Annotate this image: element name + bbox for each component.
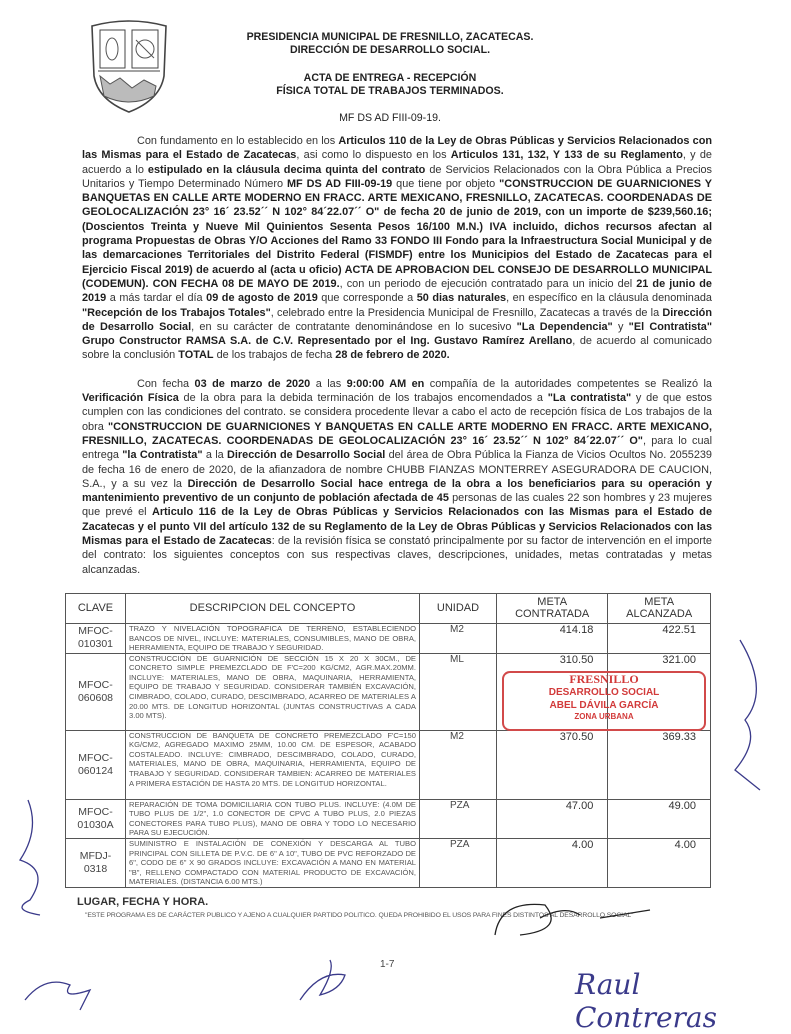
bold-text-segment: MF DS AD FIII-09-19 [286, 177, 393, 190]
bold-text-segment: Dirección de Desarrollo Social [82, 306, 712, 333]
bold-text-segment: "Recepción de los Trabajos Totales" [82, 306, 271, 319]
text-segment: a más tardar el día [106, 292, 207, 305]
row-unidad: ML [420, 653, 497, 730]
text-segment: y [612, 320, 629, 333]
text-segment: personas de las cuales 22 son hombres y 23 mujeres que prevé el [82, 492, 712, 519]
bold-text-segment: TOTAL [178, 349, 214, 362]
bold-text-segment: 28 de febrero de 2020. [335, 349, 450, 362]
table-header-row [66, 593, 711, 623]
bold-text-segment: 21 de junio de 2019 [82, 277, 712, 305]
row-clave: MFDJ-0318 [66, 839, 126, 888]
text-segment: : de la revisión física se constató principalmente por su factor de intervención en el importe del contrato: los siguientes conceptos con sus respectivas claves, descripciones, unidades, metas contratadas y metas alcanzadas. [82, 535, 712, 576]
text-segment: Con fecha [137, 377, 195, 390]
concepts-table-wrapper [65, 593, 711, 888]
document-code: MF DS AD FIII-09-19. [339, 112, 441, 124]
text-segment: que tiene por objeto [392, 177, 500, 190]
table-row [66, 839, 711, 888]
bold-text-segment: "La Dependencia" [516, 320, 613, 333]
paragraph-fundamento [82, 134, 712, 363]
text-segment: , en específico en la cláusula denominada [506, 292, 712, 305]
table-row [66, 799, 711, 838]
col-meta-contratada: META CONTRATADA [497, 593, 608, 623]
stamp-org: FRESNILLO [569, 671, 639, 686]
text-segment: de Servicios Relacionados con la Obra Pública a Precios Unitarios y Tiempo Determinado Número [82, 163, 713, 190]
signature-left-margin [20, 800, 40, 915]
legal-notice: "ESTE PROGRAMA ES DE CARÁCTER PUBLICO Y AJENO A CUALQUIER PARTIDO POLITICO. QUEDA PROHIBIDO EL USOS PARA FINES DISTINTOS AL DESARROLLO SOCIAL" [85, 912, 634, 920]
text-segment: Con fundamento en lo establecido en los [137, 135, 339, 147]
col-descripcion: DESCRIPCION DEL CONCEPTO [126, 593, 420, 623]
text-segment: del área de Obra Pública la Fianza de Vicios Ocultos No. 2055239 de fecha 16 de enero de 2020, de la afianzadora de nombre CHUBB FIANZAS MONTERREY ASEGURADORA DE CAUCION, S.A., y a su vez la [82, 449, 712, 490]
official-stamp [502, 671, 706, 731]
bold-text-segment: Articulo 116 de la Ley de Obras Públicas y Servicios Relacionados con las Mismas para el Estado de Zacatecas y el punto VII del artículo 132 de su Reglamento de la Ley de Obras Públicas y Servicios Relacionados con las Mismas para el Estado de Zacatecas [82, 506, 713, 548]
row-unidad: M2 [420, 623, 497, 653]
bold-text-segment: Dirección de Desarrollo Social [227, 449, 386, 462]
stamp-area: ZONA URBANA [574, 711, 634, 721]
col-clave: CLAVE [66, 593, 126, 623]
text-segment: , celebrado entre la Presidencia Municipal de Fresnillo, Zacatecas a través de la [270, 306, 663, 319]
row-meta-contratada: 47.00 [497, 799, 608, 838]
concepts-table [65, 593, 711, 888]
row-meta-alcanzada: 49.00 [608, 799, 711, 838]
bold-text-segment: 09 de agosto de 2019 [206, 292, 318, 305]
bold-text-segment: "CONSTRUCCION DE GUARNICIONES Y BANQUETAS EN CALLE ARTE MODERNO EN FRACC. ARTE MEXICANO, FRESNILLO, ZACATECAS. COORDENADAS DE GEOLOCALIZACIÓN 23° 16´ 23.52´´ N 102° 84´22.07´´ O" de fecha 20 de junio de 2019, con un importe de $239,560.16; (Doscientos Treinta y Nueve Mil Quinientos Sesenta Pesos 16/100 M.N.) IVA incluido, dichos recursos afectan al programa Propuestas de Obras Y/O Acciones del Ramo 33 FONDO III Fondo para la Infraestructura Social Municipal y de las demarcaciones Territoriales del Distrito Federal (FISMDF) entre los Municipios del Estado de Zacatecas para el Ejercicio Fiscal 2019) de acuerdo al (acta u oficio) ACTA DE APROBACION DEL CONSEJO DE DESARROLLO MUNICIPAL (CODEMUN). CON FECHA 08 DE MAYO DE 2019. [82, 177, 712, 290]
table-row [66, 623, 711, 653]
bold-text-segment: "El Contratista" Grupo Constructor RAMSA S.A. de C.V. Representado por el Ing. Gustavo Ramírez Arellano [82, 320, 712, 348]
text-segment: , de acuerdo al comunicado sobre la conclusión [82, 335, 712, 362]
row-unidad: PZA [420, 799, 497, 838]
bold-text-segment: "La contratista" [547, 392, 632, 405]
table-row [66, 730, 711, 799]
row-descripcion: REPARACIÓN DE TOMA DOMICILIARIA CON TUBO PLUS. INCLUYE: (4.0M DE TUBO PLUS DE 1/2", 1.0 CONECTOR DE CPVC A TUBO PLUS, 2.0 PIEZAS CONECTORES PARA TUBO PLUS), MANO DE OBRA Y TODO LO NECESARIO PARA SU EJECUCIÓN. [126, 799, 420, 838]
bold-text-segment: estipulado en la cláusula decima quinta del contrato [147, 163, 426, 176]
text-segment: de los trabajos de fecha [213, 349, 336, 362]
row-meta-contratada: 310.50 [497, 653, 608, 730]
bold-text-segment: Verificación Física [82, 392, 179, 405]
bold-text-segment: Articulos 110 de la Ley de Obras Públicas y Servicios Relacionados con las Mismas para el Estado de Zacatecas [82, 135, 713, 162]
row-meta-alcanzada: 321.00 [608, 653, 711, 730]
handwritten-signature-name: Raul Contreras [575, 968, 717, 1034]
row-descripcion: CONSTRUCCION DE BANQUETA DE CONCRETO PREMEZCLADO F'C=150 KG/CM2, AGREGADO MAXIMO 25MM, 10.00 CM. DE ESPESOR, ACABADO COSTALEADO. INCLUYE: CIMBRADO, DESCIMBRADO, COLADO, CURADO, MATERIALES, MANO DE OBRA, MAQUINARIA, HERRAMIENTA, EQUIPO DE TRABAJO Y SEGURIDAD. CONSIDERAR TAMBIEN: ACARREO DE MATERIALES A PRIMERA ESTACIÓN DE HASTA 20 MTS. DE LONGITUD HORIZONTAL. [126, 730, 420, 799]
row-unidad: PZA [420, 839, 497, 888]
text-segment: a las [310, 377, 347, 390]
bold-text-segment: 9:00:00 AM en [346, 377, 425, 390]
text-segment: de la obra para la debida terminación de los trabajos encomendados a [178, 392, 548, 405]
document-body [77, 134, 713, 971]
header-institution: PRESIDENCIA MUNICIPAL DE FRESNILLO, ZACATECAS. [246, 31, 534, 43]
text-segment: y de que estos cumplen con las condiciones del contrato. se considera procedente llevar a cabo el acto de recepción física de Los trabajos de la obra [82, 392, 712, 433]
row-descripcion: CONSTRUCCIÓN DE GUARNICIÓN DE SECCIÓN 15 X 20 X 30CM., DE CONCRETO SIMPLE PREMEZCLADO DE F'C=200 KG/CM2, AGR.MAX.20MM. INCLUYE: MATERIALES, MANO DE OBRA, MAQUINARIA, HERRAMIENTA, EQUIPO DE TRABAJO Y SEGURIDAD. CONSIDERAR TAMBIÉN EXCAVACIÓN, CIMBRADO, COLADO, CURADO, DESCIMBRADO, ACARREO DE MATERIALES A 20.00 MTS. DE LONGITUD HORIZONTAL (JUNTAS CONSTRUCTIVAS A CADA 3.00 MTS). [126, 653, 420, 730]
page-number: 1-7 [380, 959, 395, 971]
place-date-time-label: LUGAR, FECHA Y HORA. [77, 896, 209, 909]
col-meta-alcanzada: META ALCANZADA [608, 593, 711, 623]
header-department: DIRECCIÓN DE DESARROLLO SOCIAL. [289, 44, 491, 56]
bold-text-segment: "la Contratista" [122, 449, 203, 462]
document-title-line2: FÍSICA TOTAL DE TRABAJOS TERMINADOS. [276, 85, 504, 97]
text-segment: , en su carácter de contratante denominándose en lo sucesivo [191, 320, 517, 333]
row-meta-alcanzada: 369.33 [608, 730, 711, 799]
row-descripcion: TRAZO Y NIVELACIÓN TOPOGRAFICA DE TERRENO, ESTABLECIENDO BANCOS DE NIVEL, INCLUYE: MATERIALES, CONSUMIBLES, MANO DE OBRA, HERRAMIENTA, EQUIPO DE TRABAJO Y SEGURIDAD. [126, 623, 420, 653]
row-meta-alcanzada: 4.00 [608, 839, 711, 888]
bold-text-segment: Dirección de Desarrollo Social hace entrega de la obra a los beneficiarios para su operación y mantenimiento preventivo de un conjunto de población afectada de 45 [82, 477, 712, 505]
text-segment: , asi como lo dispuesto en los [296, 149, 451, 162]
paragraph-verificacion [82, 377, 712, 577]
col-unidad: UNIDAD [420, 593, 497, 623]
row-meta-contratada: 370.50 [497, 730, 608, 799]
bold-text-segment: 03 de marzo de 2020 [194, 377, 311, 390]
row-meta-contratada: 4.00 [497, 839, 608, 888]
row-descripcion: SUMINISTRO E INSTALACIÓN DE CONEXIÓN Y DESCARGA AL TUBO PRINCIPAL CON SILLETA DE P.V.C. DE 6" A 10", TUBO DE PVC REFORZADO DE 6", CODO DE 6" X 90 GRADOS INCLUYE: EXCAVACIÓN A MANO EN MATERIAL "B", RELLENO COMPACTADO CON MATERIAL PRODUCTO DE EXCAVACIÓN, MATERIALES. (DISTANCIA 6.00 MTS.) [126, 839, 420, 888]
text-segment: , para lo cual entrega [82, 434, 712, 462]
text-segment: , y de acuerdo a lo [82, 149, 712, 176]
stamp-dept: DESARROLLO SOCIAL [548, 686, 660, 698]
bold-text-segment: Articulos 131, 132, Y 133 de su Reglamento [450, 149, 683, 162]
stamp-name: ABEL DÁVILA GARCÍA [549, 699, 659, 711]
signature-right-margin [735, 640, 760, 790]
bold-text-segment: "CONSTRUCCION DE GUARNICIONES Y BANQUETAS EN CALLE ARTE MODERNO EN FRACC. ARTE MEXICANO, FRESNILLO, ZACATECAS. COORDENADAS DE GEOLOCALIZACIÓN 23° 16´ 23.52´´ N 102° 84´22.07´´ O" [82, 420, 713, 447]
text-segment: a la [202, 449, 228, 462]
text-segment: compañía de la autoridades competentes se Realizó la [424, 377, 712, 390]
row-clave: MFOC-01030A [66, 799, 126, 838]
row-clave: MFOC-060608 [66, 653, 126, 730]
text-segment: que corresponde a [317, 292, 417, 305]
document-title-line1: ACTA DE ENTREGA - RECEPCIÓN [303, 72, 477, 84]
row-clave: MFOC-060124 [66, 730, 126, 799]
row-unidad: M2 [420, 730, 497, 799]
signature-bottom-left [25, 982, 90, 1010]
row-clave: MFOC-010301 [66, 623, 126, 653]
row-meta-contratada: 414.18 [497, 623, 608, 653]
bold-text-segment: 50 dias naturales [416, 292, 507, 305]
text-segment: , con un periodo de ejecución contratado para un inicio del [339, 277, 637, 290]
row-meta-alcanzada: 422.51 [608, 623, 711, 653]
